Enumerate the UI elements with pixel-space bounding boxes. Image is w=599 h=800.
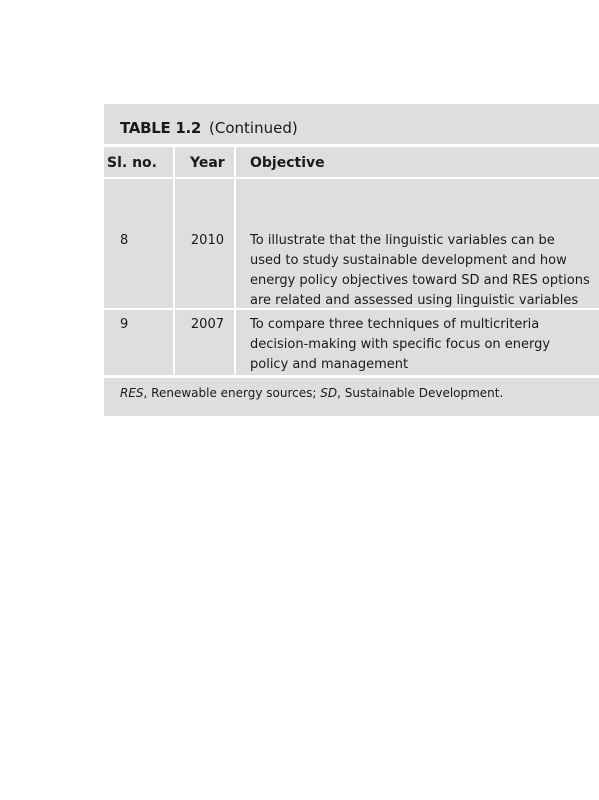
column-divider [173, 147, 175, 375]
table-cell-objective: To compare three techniques of multicriteria decision-making with specific focus on energy policy and management [250, 317, 551, 372]
table-footnote [120, 384, 503, 402]
table-caption [120, 118, 298, 138]
header-sl-no: Sl. no. [107, 155, 157, 171]
table-1-2 [104, 104, 599, 416]
table-label: TABLE 1.2 [120, 119, 202, 137]
header-objective: Objective [250, 155, 325, 171]
table-cell-year: 2010 [190, 233, 224, 248]
footnote-abbr-sd: SD [320, 386, 338, 400]
bottom-rule [104, 375, 599, 378]
table-continued-note: (Continued) [209, 119, 298, 137]
column-divider [234, 147, 236, 375]
caption-rule [104, 144, 599, 147]
footnote-def-res: , Renewable energy sources; [143, 386, 321, 400]
footnote-def-sd: , Sustainable Development. [337, 386, 504, 400]
footnote-abbr-res: RES [120, 386, 144, 400]
table-cell-year: 2007 [190, 317, 224, 332]
header-rule [104, 177, 599, 179]
table-cell-sl-no: 8 [120, 233, 129, 248]
table-cell-sl-no: 9 [120, 317, 129, 332]
header-year: Year [190, 155, 225, 171]
table-cell-objective: To illustrate that the linguistic variables can be used to study sustainable development and how energy policy objectives toward SD and RES options are related and assessed using linguistic variables [250, 233, 590, 308]
